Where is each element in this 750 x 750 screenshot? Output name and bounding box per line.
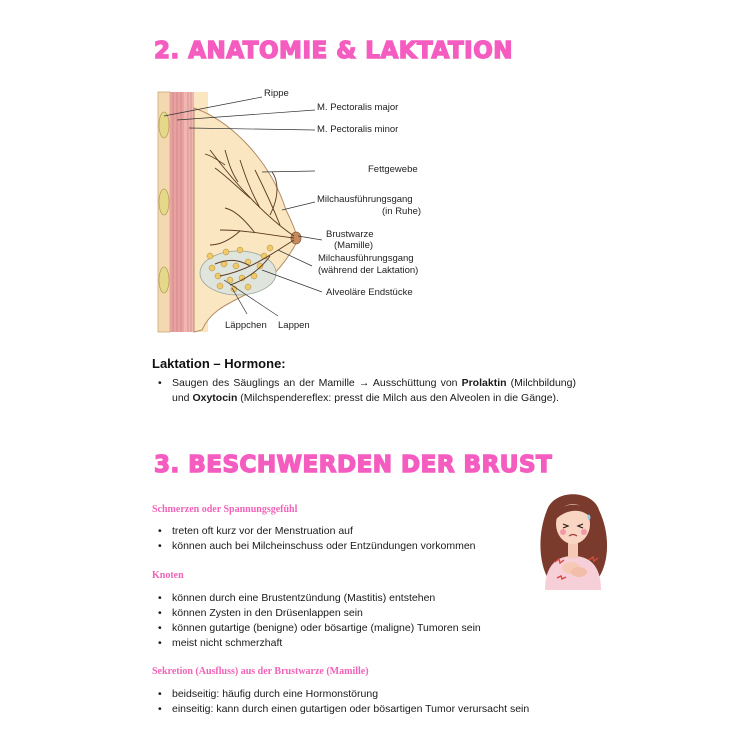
pain-list [158, 524, 476, 554]
list-item: • beidseitig: häufig durch eine Hormonstörung [158, 687, 529, 702]
label-alveolaere-endstuecke: Alveoläre Endstücke [326, 287, 413, 298]
label-milchgang-laktation-sub: (während der Laktation) [318, 265, 419, 276]
list-item: • können durch eine Brustentzündung (Mastitis) entstehen [158, 591, 481, 606]
hormones-list [158, 376, 576, 406]
lumps-list [158, 591, 481, 651]
subheading-lumps: Knoten [152, 570, 184, 581]
list-item: • können gutartige (benigne) oder bösartige (maligne) Tumoren sein [158, 621, 481, 636]
hormone-oxytocin: Oxytocin [192, 392, 238, 404]
label-rippe: Rippe [264, 88, 289, 99]
label-pectoralis-minor: M. Pectoralis minor [317, 124, 399, 135]
woman-chest-pain-illustration [527, 480, 617, 590]
list-item: • einseitig: kann durch einen gutartigen oder bösartigen Tumor verursacht sein [158, 702, 529, 717]
label-mamille: (Mamille) [334, 240, 374, 251]
label-milchgang-ruhe: Milchausführungsgang [317, 194, 413, 205]
hormones-heading: Laktation – Hormone: [152, 356, 286, 371]
list-item: • können auch bei Milcheinschuss oder Entzündungen vorkommen [158, 539, 476, 554]
label-laeppchen: Läppchen [225, 320, 267, 331]
hormones-paragraph [158, 376, 576, 406]
label-fettgewebe: Fettgewebe [368, 164, 418, 175]
label-lappen: Lappen [278, 320, 310, 331]
subheading-pain: Schmerzen oder Spannungsgefühl [152, 504, 298, 515]
list-item: • meist nicht schmerzhaft [158, 636, 481, 651]
subheading-secretion: Sekretion (Ausfluss) aus der Brustwarze (Mamille) [152, 666, 369, 677]
label-milchgang-laktation: Milchausführungsgang [318, 253, 414, 264]
breast-anatomy-illustration [150, 80, 450, 335]
list-item: • können Zysten in den Drüsenlappen sein [158, 606, 481, 621]
hormone-prolaktin: Prolaktin [461, 377, 507, 389]
label-pectoralis-major: M. Pectoralis major [317, 102, 399, 113]
label-milchgang-ruhe-sub: (in Ruhe) [382, 206, 422, 217]
section-heading-complaints: 3. BESCHWERDEN DER BRUST [154, 452, 553, 478]
hormones-text-1: Saugen des Säuglings an der Mamille → Ausschüttung von [172, 377, 462, 389]
list-item: • treten oft kurz vor der Menstruation auf [158, 524, 476, 539]
secretion-list [158, 687, 529, 717]
hormones-text-2: (Milchbildung) und [172, 377, 576, 404]
hormones-text-3: (Milchspendereflex: presst die Milch aus den Alveolen in die Gänge). [237, 392, 559, 404]
section-heading-anatomy: 2. ANATOMIE & LAKTATION [154, 38, 514, 64]
label-brustwarze: Brustwarze [326, 229, 374, 240]
